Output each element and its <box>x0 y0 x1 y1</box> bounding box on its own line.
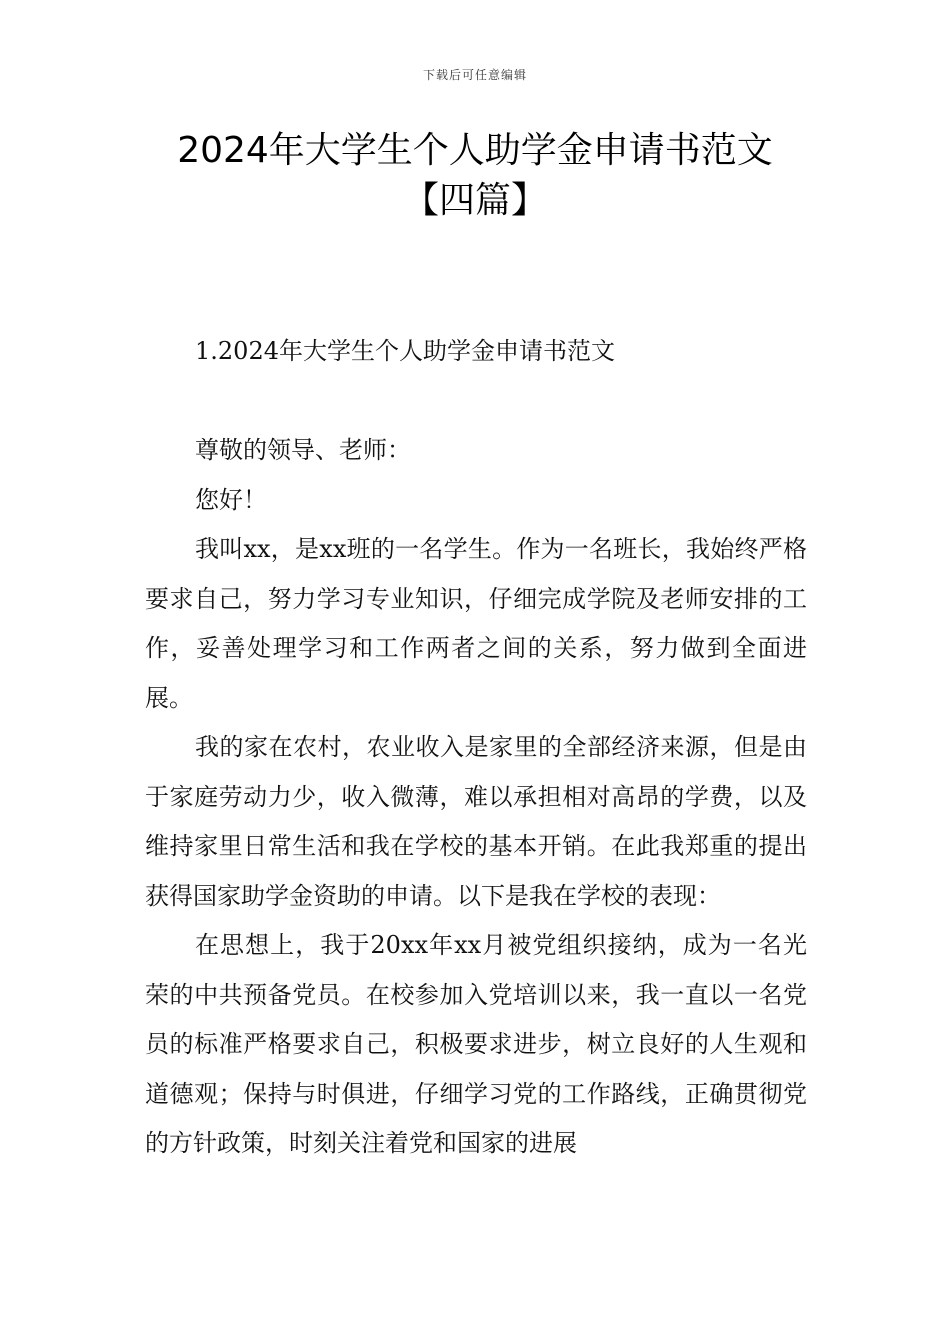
greeting: 您好！ <box>195 485 267 514</box>
section-heading: 1.2024年大学生个人助学金申请书范文 <box>195 337 615 365</box>
body-paragraph-ideology: 在思想上，我于20xx年xx月被党组织接纳，成为一名光荣的中共预备党员。在校参加入党培训以来，我一直以一名党员的标准严格要求自己，积极要求进步，树立良好的人生观和道德观；保持与时俱进，仔细学习党的工作路线，正确贯彻党的方针政策，时刻关注着党和国家的进展 <box>145 931 807 1157</box>
document-body <box>145 426 807 1169</box>
body-paragraph-family: 我的家在农村，农业收入是家里的全部经济来源，但是由于家庭劳动力少，收入微薄，难以承担相对高昂的学费，以及维持家里日常生活和我在学校的基本开销。在此我郑重的提出获得国家助学金资助的申请。以下是我在学校的表现： <box>145 733 807 910</box>
body-paragraph-intro: 我叫xx，是xx班的一名学生。作为一名班长，我始终严格要求自己，努力学习专业知识，仔细完成学院及老师安排的工作，妥善处理学习和工作两者之间的关系，努力做到全面进展。 <box>145 535 807 712</box>
header-note: 下载后可任意编辑 <box>422 68 527 82</box>
salutation: 尊敬的领导、老师： <box>195 436 411 464</box>
document-title: 2024年大学生个人助学金申请书范文【四篇】 <box>177 130 773 221</box>
